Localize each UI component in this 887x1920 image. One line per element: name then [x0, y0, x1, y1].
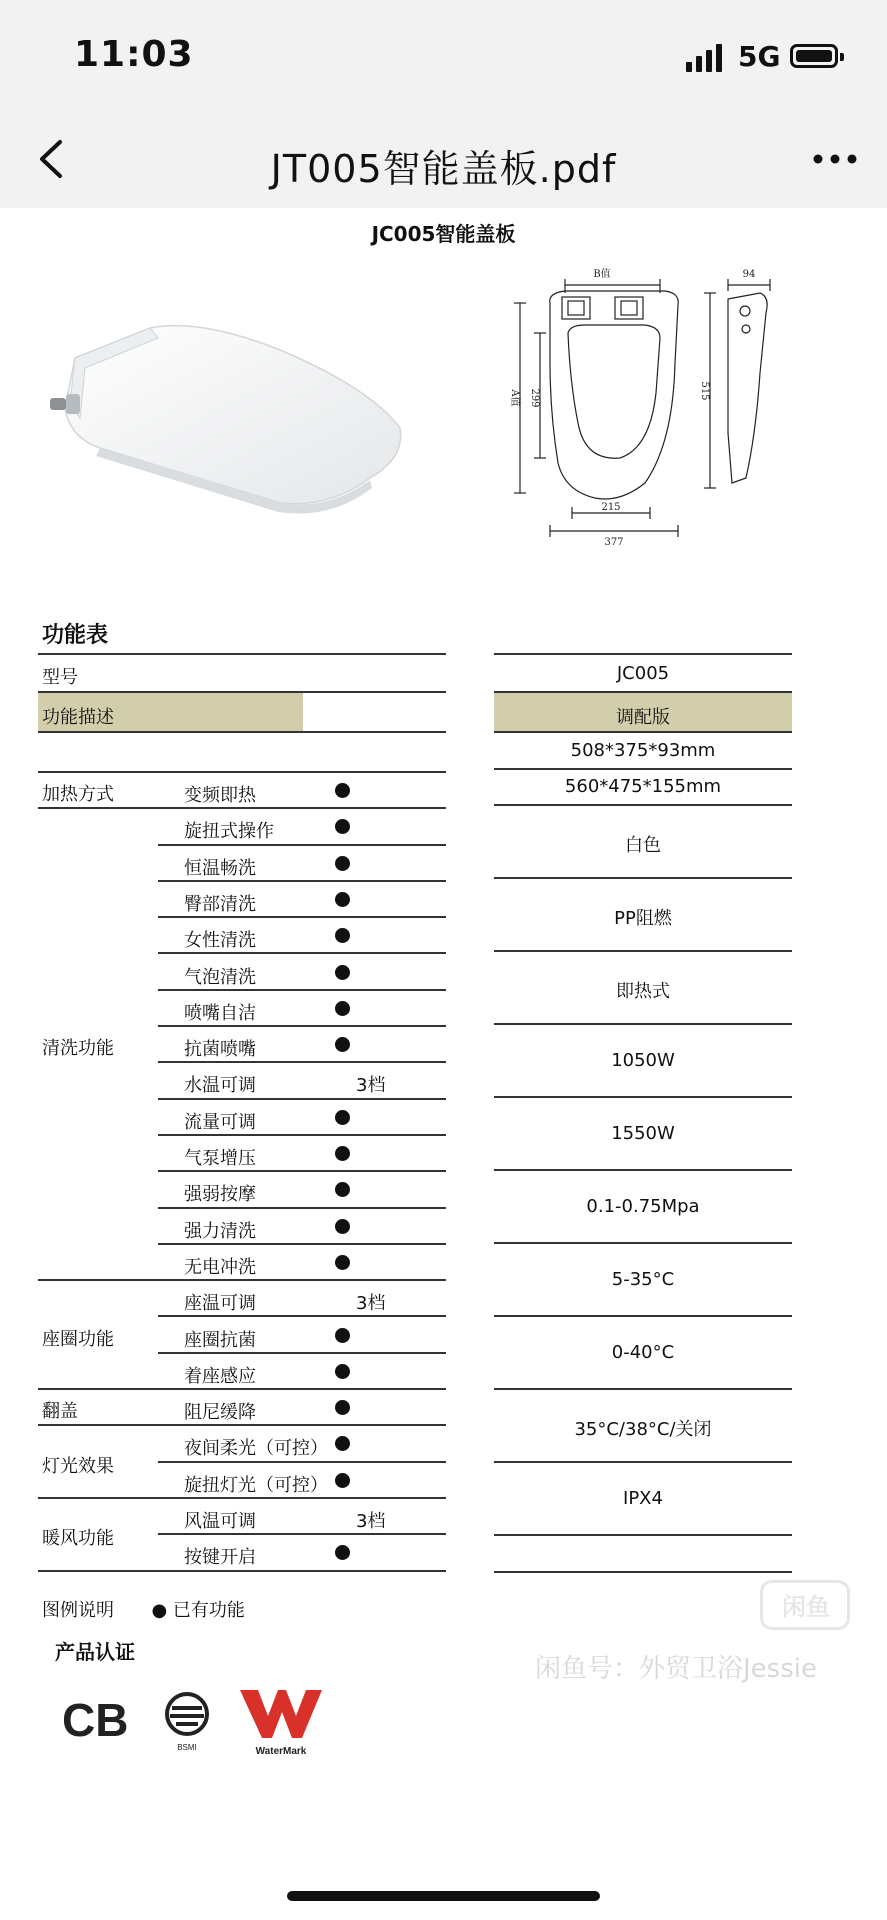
- feature-value: 3档: [356, 1511, 386, 1532]
- watermark-logo-text: WaterMark: [255, 1746, 307, 1757]
- feature-label: 旋扭式操作: [184, 821, 274, 843]
- feature-dot: [335, 1001, 350, 1016]
- feature-label: 座温可调: [184, 1293, 256, 1315]
- feature-label: 臀部清洗: [184, 893, 256, 915]
- feature-label: 流量可调: [184, 1111, 256, 1133]
- feature-dot: [335, 1255, 350, 1270]
- spec-value: PP阻燃: [614, 907, 672, 929]
- feature-value: 3档: [356, 1293, 386, 1315]
- dim-215-label: 215: [601, 502, 621, 513]
- spec-value: 35°C/38°C/关闭: [574, 1418, 712, 1440]
- toilet-seat-product-image: [30, 288, 420, 538]
- status-bar: [0, 0, 887, 110]
- blank-row: [38, 733, 446, 773]
- dimension-drawing: [470, 263, 880, 623]
- feature-label: 强力清洗: [184, 1220, 256, 1242]
- dim-299-label: 299: [529, 388, 540, 408]
- spec-value: 560*475*155mm: [564, 776, 722, 797]
- dim-a-label: A值: [509, 389, 520, 407]
- bsmi-logo-icon: [167, 1694, 207, 1752]
- dim-515-label: 515: [699, 381, 710, 401]
- network-type: 5G: [738, 40, 781, 73]
- group-label: 座圈功能: [42, 1328, 114, 1350]
- group-label: 清洗功能: [42, 1038, 114, 1060]
- feature-dot: [335, 1400, 350, 1415]
- feature-label: 变频即热: [184, 785, 256, 806]
- model-row: [38, 653, 446, 693]
- legend-dot: ●: [151, 1600, 168, 1621]
- spec-value: 1050W: [611, 1049, 675, 1071]
- feature-label: 夜间柔光（可控）: [184, 1438, 328, 1460]
- dim-377-label: 377: [604, 537, 624, 548]
- model-value: JC005: [616, 663, 670, 684]
- nav-bar: [0, 110, 887, 208]
- status-time: 11:03: [74, 34, 194, 75]
- feature-dot: [335, 1328, 350, 1343]
- xianyu-logo-icon: [771, 1589, 841, 1623]
- cb-logo-icon: [62, 1694, 128, 1746]
- feature-dot: [335, 965, 350, 980]
- desc-label: 功能描述: [42, 707, 114, 728]
- legend-label: 图例说明: [42, 1600, 114, 1621]
- xianyu-badge-text: 闲鱼: [782, 1593, 830, 1621]
- spec-value: IPX4: [623, 1487, 663, 1509]
- feature-label: 气泵增压: [184, 1148, 256, 1169]
- product-title: JC005智能盖板: [371, 222, 516, 246]
- feature-dot: [335, 1473, 350, 1488]
- feature-label: 旋扭灯光（可控）: [184, 1474, 328, 1496]
- spec-value: 5-35°C: [611, 1268, 675, 1290]
- feature-label: 女性清洗: [184, 930, 256, 952]
- feature-label: 强弱按摩: [184, 1184, 256, 1206]
- feature-dot: [335, 1219, 350, 1234]
- feature-dot: [335, 856, 350, 871]
- feature-table-heading: 功能表: [42, 623, 109, 648]
- feature-table: [38, 653, 446, 1569]
- group-label: 暖风功能: [42, 1528, 114, 1550]
- spec-row: [494, 1536, 792, 1573]
- more-options-icon[interactable]: [813, 154, 857, 164]
- spec-value: 1550W: [611, 1122, 675, 1144]
- signal-icon: [686, 44, 726, 72]
- feature-dot: [335, 1037, 350, 1052]
- seller-watermark: 闲鱼号：外贸卫浴Jessie: [535, 1654, 817, 1684]
- xianyu-badge: [760, 1580, 850, 1630]
- feature-label: 座圈抗菌: [184, 1329, 256, 1351]
- feature-dot: [335, 1110, 350, 1125]
- spec-value: 508*375*93mm: [570, 739, 716, 761]
- group-label: 翻盖: [42, 1401, 78, 1423]
- legend-text: 已有功能: [172, 1600, 245, 1621]
- spec-value: 白色: [625, 834, 661, 856]
- version-value: 调配版: [616, 707, 670, 728]
- spec-value: 0.1-0.75Mpa: [586, 1195, 700, 1217]
- feature-label: 恒温畅洗: [184, 857, 256, 879]
- feature-label: 阻尼缓降: [184, 1402, 256, 1424]
- feature-label: 水温可调: [184, 1075, 256, 1097]
- feature-label: 无电冲洗: [184, 1256, 256, 1278]
- feature-label: 气泡清洗: [184, 966, 256, 988]
- feature-label: 喷嘴自洁: [184, 1002, 256, 1024]
- group-label: 加热方式: [42, 784, 114, 806]
- feature-label: 按键开启: [184, 1547, 256, 1569]
- feature-dot: [335, 1146, 350, 1161]
- dim-b-label: B值: [593, 269, 611, 280]
- battery-icon: [790, 44, 838, 68]
- certification-heading: 产品认证: [55, 1640, 135, 1664]
- feature-label: 风温可调: [184, 1511, 256, 1532]
- legend: [42, 1596, 245, 1622]
- group-label: 灯光效果: [42, 1455, 114, 1477]
- bsmi-logo-text: BSMI: [177, 1743, 197, 1752]
- watermark-logo-icon: [240, 1690, 322, 1757]
- feature-dot: [335, 783, 350, 798]
- spec-value: 即热式: [616, 980, 670, 1002]
- spec-value: 0-40°C: [611, 1341, 675, 1363]
- home-indicator[interactable]: [287, 1891, 600, 1901]
- dim-94-label: 94: [742, 269, 756, 280]
- document-title: JT005智能盖板.pdf: [270, 147, 617, 191]
- feature-dot: [335, 892, 350, 907]
- cb-logo-text: CB: [62, 1694, 129, 1746]
- feature-label: 着座感应: [184, 1365, 256, 1387]
- spec-table: [494, 653, 792, 1558]
- model-label: 型号: [42, 667, 78, 688]
- feature-dot: [335, 1364, 350, 1379]
- feature-value: 3档: [356, 1075, 386, 1097]
- feature-label: 抗菌喷嘴: [184, 1039, 256, 1061]
- certification-logos: [60, 1684, 340, 1764]
